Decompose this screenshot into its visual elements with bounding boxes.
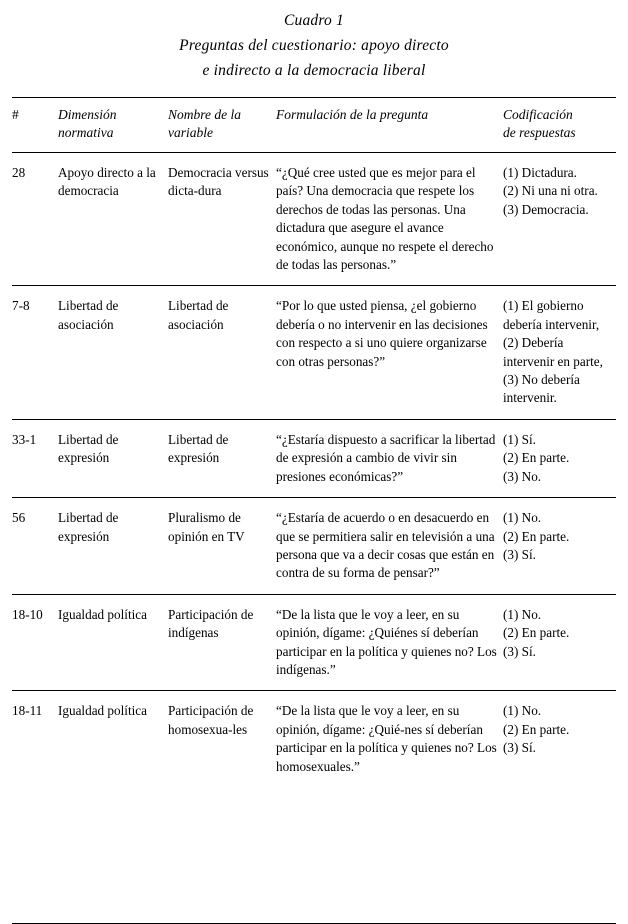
cell-codes bbox=[503, 594, 616, 691]
cell-codes bbox=[503, 498, 616, 595]
column-header-variable-line1: Nombre de la bbox=[168, 107, 241, 122]
cell-dimension: Libertad de asociación bbox=[58, 286, 168, 419]
table-title-line-2: e indirecto a la democracia liberal bbox=[202, 62, 426, 79]
column-header-number: # bbox=[12, 98, 58, 153]
column-header-variable-line2: variable bbox=[168, 125, 213, 140]
table-row bbox=[12, 153, 616, 286]
cell-question: “¿Qué cree usted que es mejor para el país? Una democracia que respete los derechos de todas las personas. Una dictadura que asegure el avance económico, aunque no respete el derecho de todas las personas.” bbox=[276, 153, 503, 286]
cell-question: “Por lo que usted piensa, ¿el gobierno debería o no intervenir en las decisiones con respecto a si uno quiere organizarse con otras personas?” bbox=[276, 286, 503, 419]
table-header-row bbox=[12, 98, 616, 153]
cell-variable: Libertad de asociación bbox=[168, 286, 276, 419]
cell-number: 18-11 bbox=[12, 703, 43, 719]
code-item: (2) En parte. bbox=[503, 721, 570, 737]
cell-dimension: Libertad de expresión bbox=[58, 498, 168, 595]
table-title-line-1: Preguntas del cuestionario: apoyo directo bbox=[179, 37, 449, 54]
code-item: (3) Democracia. bbox=[503, 201, 589, 217]
cell-number: 56 bbox=[12, 498, 58, 595]
code-item: (1) El gobierno debería intervenir, bbox=[503, 298, 600, 332]
cell-question: “De la lista que le voy a leer, en su opinión, dígame: ¿Quiénes sí deberían participar en la política y quienes no? Los indígenas.” bbox=[276, 594, 503, 691]
cell-question: “¿Estaría de acuerdo o en desacuerdo en que se permitiera salir en televisión a una persona que va a decir cosas que están en contra de su forma de pensar?” bbox=[276, 498, 503, 595]
code-item: (2) En parte. bbox=[503, 450, 570, 466]
column-header-codes-line2: de respuestas bbox=[503, 125, 576, 140]
cell-variable: Participación de indígenas bbox=[168, 594, 276, 691]
table-number: Cuadro 1 bbox=[283, 12, 345, 29]
cell-dimension: Libertad de expresión bbox=[58, 419, 168, 497]
code-item: (2) En parte. bbox=[503, 625, 570, 641]
code-item: (2) En parte. bbox=[503, 528, 570, 544]
column-header-variable bbox=[168, 98, 276, 153]
table-row bbox=[12, 691, 616, 787]
cell-codes bbox=[503, 691, 616, 787]
cell-variable: Libertad de expresión bbox=[168, 419, 276, 497]
code-item: (1) No. bbox=[503, 606, 542, 622]
questionnaire-table bbox=[12, 97, 616, 787]
cell-variable: Participación de homosexua-les bbox=[168, 703, 254, 737]
code-item: (3) No. bbox=[503, 468, 542, 484]
cell-codes bbox=[503, 286, 616, 419]
column-header-codes bbox=[503, 98, 616, 153]
code-item: (2) Debería intervenir en parte, (3) No debería intervenir. bbox=[503, 335, 603, 406]
code-item: (1) No. bbox=[503, 703, 542, 719]
cell-codes bbox=[503, 419, 616, 497]
cell-question: “De la lista que le voy a leer, en su opinión, dígame: ¿Quié-nes sí deberían participar en la política y quienes no? Los homosexuales.” bbox=[276, 703, 497, 774]
table-row bbox=[12, 498, 616, 595]
cell-number: 33-1 bbox=[12, 419, 58, 497]
title-block bbox=[12, 0, 616, 83]
column-header-question: Formulación de la pregunta bbox=[276, 98, 503, 153]
cell-question: “¿Estaría dispuesto a sacrificar la libertad de expresión a cambio de vivir sin presiones económicas?” bbox=[276, 419, 503, 497]
code-item: (3) Sí. bbox=[503, 740, 536, 756]
cell-variable: Democracia versus dicta-dura bbox=[168, 153, 276, 286]
table-body bbox=[12, 153, 616, 787]
code-item: (3) Sí. bbox=[503, 643, 536, 659]
cell-number: 7-8 bbox=[12, 286, 58, 419]
cell-number: 18-10 bbox=[12, 594, 58, 691]
column-header-dimension-line2: normativa bbox=[58, 125, 114, 140]
cell-number: 28 bbox=[12, 153, 58, 286]
code-item: (1) Sí. bbox=[503, 431, 536, 447]
code-item: (1) No. bbox=[503, 510, 542, 526]
column-header-dimension bbox=[58, 98, 168, 153]
table-header bbox=[12, 98, 616, 153]
cell-dimension: Igualdad política bbox=[58, 703, 147, 719]
code-item: (1) Dictadura. bbox=[503, 165, 577, 180]
cell-dimension: Apoyo directo a la democracia bbox=[58, 153, 168, 286]
column-header-dimension-line1: Dimensión bbox=[58, 107, 117, 122]
cell-codes bbox=[503, 153, 616, 286]
cell-dimension: Igualdad política bbox=[58, 594, 168, 691]
cell-variable: Pluralismo de opinión en TV bbox=[168, 498, 276, 595]
table-row bbox=[12, 286, 616, 419]
code-item: (2) Ni una ni otra. bbox=[503, 183, 598, 199]
code-item: (3) Sí. bbox=[503, 546, 536, 562]
table-row bbox=[12, 594, 616, 691]
column-header-codes-line1: Codificación bbox=[503, 107, 573, 122]
table-row bbox=[12, 419, 616, 497]
